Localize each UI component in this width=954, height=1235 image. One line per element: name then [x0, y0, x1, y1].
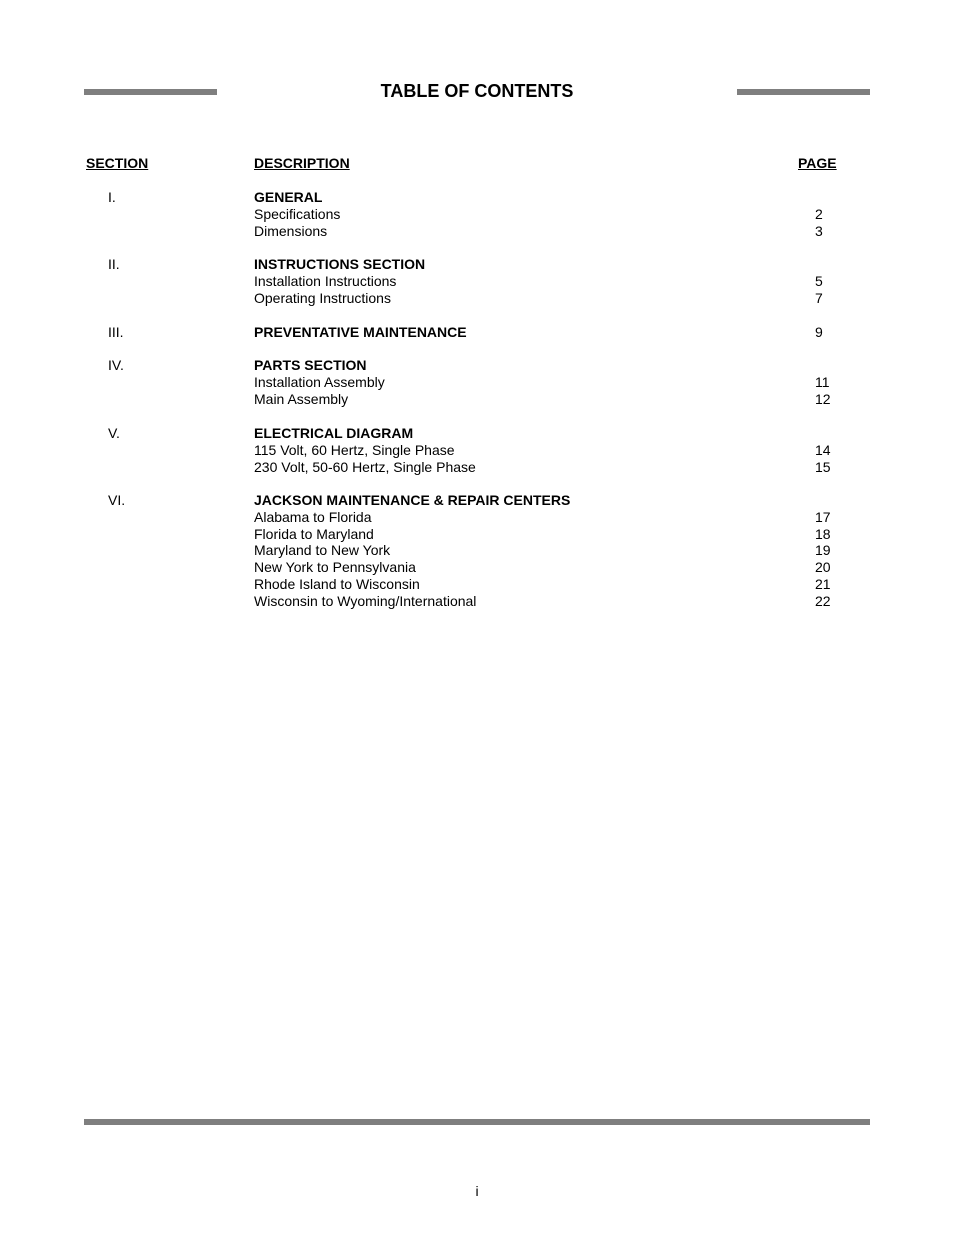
section-number: III. [108, 324, 124, 340]
section-number: I. [108, 189, 116, 205]
entry-page-number: 14 [815, 441, 831, 458]
section-number: V. [108, 425, 120, 441]
entry-label: Installation Assembly [254, 373, 385, 390]
entry-label: New York to Pennsylvania [254, 559, 416, 576]
toc-section-row [0, 425, 954, 442]
toc-entry-row [0, 391, 954, 408]
entry-page-number: 7 [815, 289, 823, 306]
toc-entry-row [0, 459, 954, 476]
entry-page-number: 15 [815, 458, 831, 475]
toc-entry-row [0, 526, 954, 543]
section-number: II. [108, 256, 120, 272]
entry-label: Installation Instructions [254, 272, 397, 289]
entry-label: Alabama to Florida [254, 508, 372, 525]
toc-entry-row [0, 223, 954, 240]
entry-label: 230 Volt, 50-60 Hertz, Single Phase [254, 458, 476, 475]
section-heading: PREVENTATIVE MAINTENANCE [254, 324, 467, 340]
entry-page-number: 3 [815, 222, 823, 239]
toc-section-row [0, 492, 954, 509]
entry-label: Maryland to New York [254, 542, 391, 559]
entry-page-number: 21 [815, 576, 831, 592]
entry-page-number: 22 [815, 592, 831, 609]
toc-entry-row [0, 576, 954, 593]
entry-label: 115 Volt, 60 Hertz, Single Phase [254, 441, 455, 458]
entry-page-number: 5 [815, 272, 823, 289]
entry-page-number: 12 [815, 390, 831, 407]
entry-page-number: 17 [815, 508, 831, 525]
toc-entry-row [0, 374, 954, 391]
page-column-header: PAGE [798, 155, 837, 171]
toc-entry-row [0, 206, 954, 223]
toc-entry-row [0, 290, 954, 307]
toc-entry-row [0, 273, 954, 290]
page-number: i [475, 1183, 479, 1199]
entry-label: Main Assembly [254, 390, 349, 407]
bottom-rule [84, 1119, 870, 1125]
entry-label: Operating Instructions [254, 289, 391, 306]
toc-section-row [0, 189, 954, 206]
entry-page-number: 18 [815, 525, 831, 542]
entry-page-number: 11 [815, 373, 830, 390]
section-heading: JACKSON MAINTENANCE & REPAIR CENTERS [254, 492, 571, 508]
toc-section-row [0, 357, 954, 374]
entry-label: Wisconsin to Wyoming/International [254, 592, 477, 609]
toc-section-row [0, 324, 954, 341]
toc-entry-row [0, 593, 954, 610]
section-number: IV. [108, 357, 124, 373]
toc-entry-row [0, 559, 954, 576]
toc-entry-row [0, 509, 954, 526]
entry-label: Dimensions [254, 222, 328, 239]
section-heading: ELECTRICAL DIAGRAM [254, 425, 414, 441]
entry-page-number: 19 [815, 542, 831, 559]
top-right-rule [737, 89, 870, 95]
page-title: TABLE OF CONTENTS [380, 81, 574, 101]
section-heading: INSTRUCTIONS SECTION [254, 256, 426, 272]
toc-entry-row [0, 442, 954, 459]
entry-label: Florida to Maryland [254, 525, 374, 542]
entry-label: Specifications [254, 205, 341, 222]
section-number: VI. [108, 492, 126, 508]
entry-page-number: 20 [815, 559, 831, 576]
toc-section-row [0, 256, 954, 273]
section-heading: GENERAL [254, 189, 323, 205]
section-page-number: 9 [815, 324, 823, 340]
toc-entry-row [0, 542, 954, 559]
section-heading: PARTS SECTION [254, 357, 367, 373]
section-column-header: SECTION [86, 155, 149, 171]
description-column-header: DESCRIPTION [254, 155, 350, 171]
entry-page-number: 2 [815, 205, 823, 222]
entry-label: Rhode Island to Wisconsin [254, 576, 420, 592]
